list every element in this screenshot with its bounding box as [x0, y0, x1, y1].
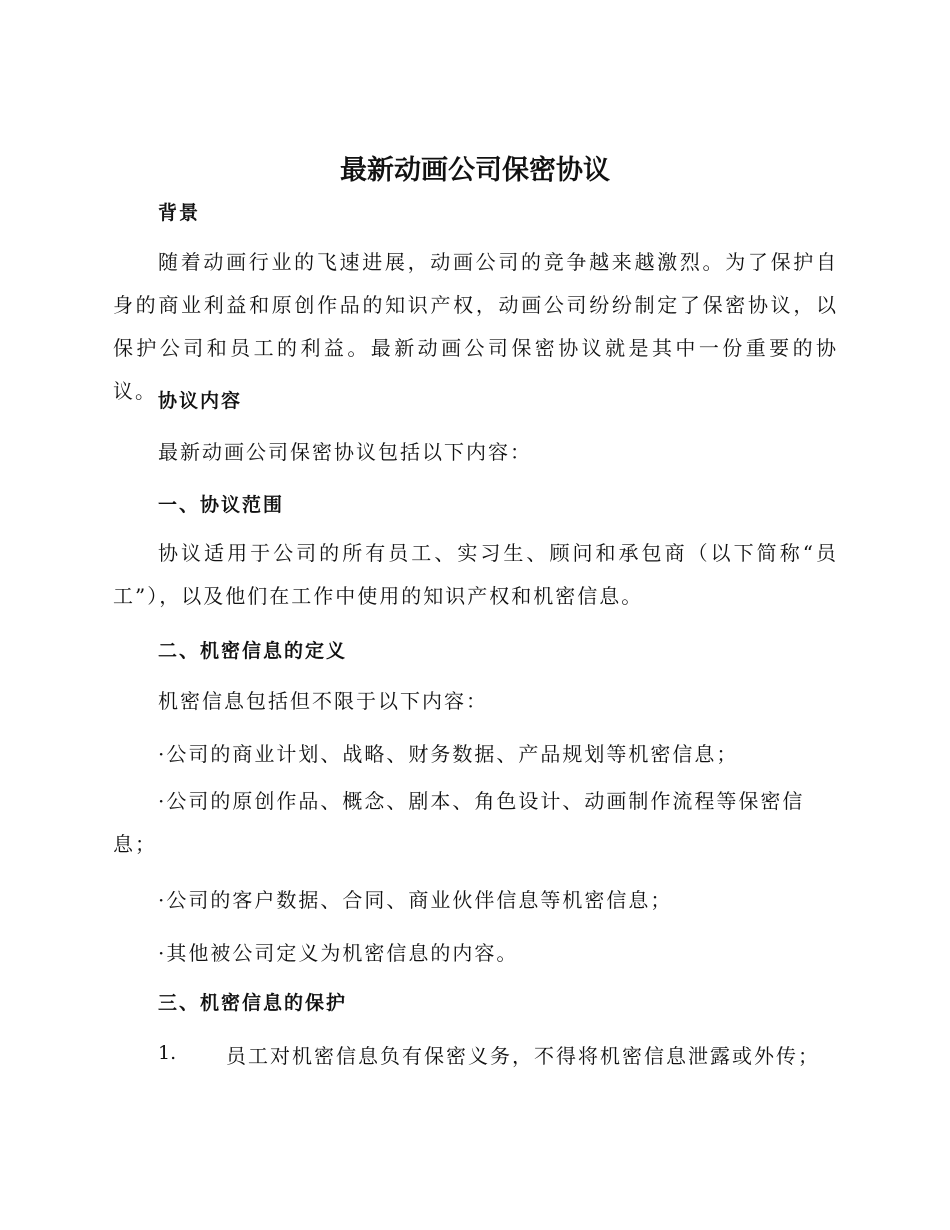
section-heading-background: 背景: [158, 202, 201, 224]
definition-bullet: ·公司的原创作品、概念、剧本、角色设计、动画制作流程等保密信息；: [113, 789, 805, 856]
definition-bullet: ·公司的商业计划、战略、财务数据、产品规划等机密信息；: [158, 742, 739, 766]
background-paragraph: 随着动画行业的飞速进展，动画公司的竞争越来越激烈。为了保护自身的商业利益和原创作品的知识产权，动画公司纷纷制定了保密协议，以保护公司和员工的利益。最新动画公司保密协议就是其中一份重要的协议。: [113, 250, 838, 403]
list-item-number: 1.: [158, 1042, 177, 1064]
section-heading-content: 协议内容: [158, 390, 243, 412]
definition-bullet: ·其他被公司定义为机密信息的内容。: [158, 941, 519, 965]
section-heading-protection: 三、机密信息的保护: [158, 992, 348, 1014]
list-item-text: 员工对机密信息负有保密义务，不得将机密信息泄露或外传；: [226, 1044, 820, 1068]
definition-intro: 机密信息包括但不限于以下内容：: [158, 689, 488, 713]
section-heading-scope: 一、协议范围: [158, 494, 285, 516]
section-heading-definition: 二、机密信息的定义: [158, 640, 348, 662]
document-title: 最新动画公司保密协议: [340, 155, 610, 186]
content-intro: 最新动画公司保密协议包括以下内容：: [158, 440, 532, 464]
definition-bullet: ·公司的客户数据、合同、商业伙伴信息等机密信息；: [158, 888, 673, 912]
scope-paragraph: 协议适用于公司的所有员工、实习生、顾问和承包商（以下简称“员工”），以及他们在工作中使用的知识产权和机密信息。: [113, 541, 838, 608]
